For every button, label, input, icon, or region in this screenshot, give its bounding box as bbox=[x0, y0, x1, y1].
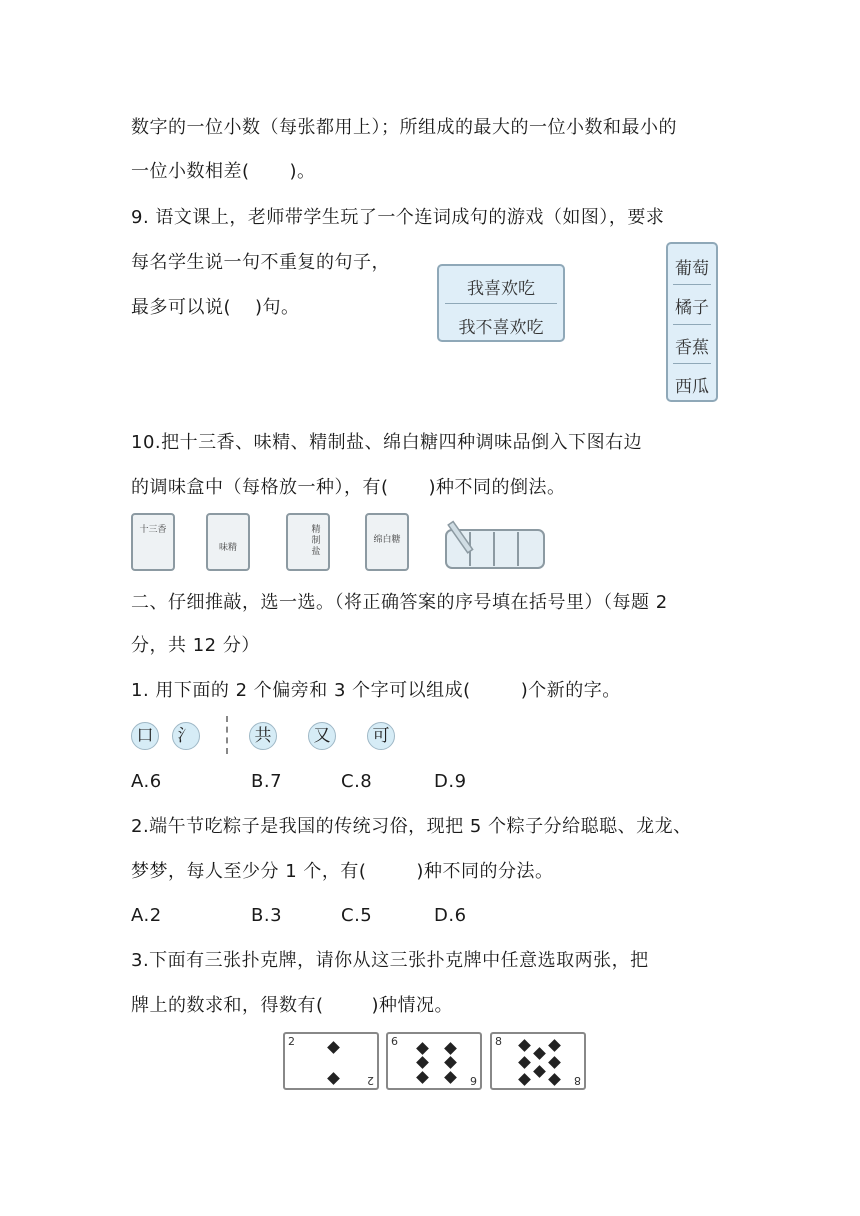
radical-circle: 口 bbox=[131, 722, 159, 750]
divider bbox=[445, 303, 557, 304]
text-fragment: )种情况。 bbox=[371, 995, 454, 1016]
text-line bbox=[131, 994, 453, 1018]
text-line bbox=[131, 476, 566, 500]
option-a[interactable]: A.6 bbox=[131, 771, 162, 792]
diamond-pip bbox=[327, 1041, 340, 1054]
card-number: 6 bbox=[470, 1074, 477, 1087]
section-heading: 二、仔细推敲，选一选。（将正确答案的序号填在括号里）（每题 2 bbox=[131, 592, 668, 613]
diamond-pip bbox=[416, 1056, 429, 1069]
playing-card bbox=[490, 1032, 586, 1090]
text-line: 数字的一位小数（每张都用上）；所组成的最大的一位小数和最小的 bbox=[131, 117, 677, 138]
card-number: 6 bbox=[391, 1035, 398, 1048]
question-9: 9. 语文课上，老师带学生玩了一个连词成句的游戏（如图），要求 bbox=[131, 207, 665, 228]
fruit: 西瓜 bbox=[675, 377, 709, 397]
packet-label: 十三香 bbox=[139, 525, 167, 535]
divider bbox=[673, 284, 711, 285]
option-b[interactable]: B.3 bbox=[251, 905, 283, 926]
seasoning-box bbox=[444, 518, 548, 572]
option-d[interactable]: D.6 bbox=[434, 905, 467, 926]
card-number: 2 bbox=[288, 1035, 295, 1048]
diamond-pip bbox=[548, 1073, 561, 1086]
text-line bbox=[131, 860, 553, 884]
divider bbox=[673, 324, 711, 325]
fruit: 香蕉 bbox=[675, 338, 709, 358]
seasoning-packet bbox=[286, 513, 330, 571]
text-fragment: 的调味盒中（每格放一种），有( bbox=[131, 477, 389, 498]
text-line: 分，共 12 分） bbox=[131, 635, 260, 656]
text-line: 每名学生说一句不重复的句子， bbox=[131, 252, 390, 273]
option-b[interactable]: B.7 bbox=[251, 771, 283, 792]
fruit: 葡萄 bbox=[675, 259, 709, 279]
divider bbox=[673, 363, 711, 364]
phrase: 我不喜欢吃 bbox=[458, 318, 544, 338]
fruit: 橘子 bbox=[675, 298, 709, 318]
seasoning-packet bbox=[365, 513, 409, 571]
phrase-card-left bbox=[437, 264, 565, 342]
diamond-pip bbox=[533, 1047, 546, 1060]
packet-label: 绵白糖 bbox=[373, 535, 401, 545]
diamond-pip bbox=[444, 1071, 457, 1084]
text-line bbox=[131, 160, 316, 184]
text-fragment: )句。 bbox=[255, 297, 300, 318]
diamond-pip bbox=[548, 1056, 561, 1069]
text-fragment: 最多可以说( bbox=[131, 297, 232, 318]
diamond-pip bbox=[416, 1042, 429, 1055]
option-c[interactable]: C.5 bbox=[341, 905, 373, 926]
text-fragment: 牌上的数求和，得数有( bbox=[131, 995, 324, 1016]
text-fragment: )种不同的倒法。 bbox=[428, 477, 566, 498]
diamond-pip bbox=[327, 1072, 340, 1085]
text-fragment: 1. 用下面的 2 个偏旁和 3 个字可以组成( bbox=[131, 680, 471, 701]
card-number: 8 bbox=[574, 1074, 581, 1087]
question-10: 10.把十三香、味精、精制盐、绵白糖四种调味品倒入下图右边 bbox=[131, 432, 643, 453]
diamond-pip bbox=[548, 1039, 561, 1052]
diamond-pip bbox=[444, 1056, 457, 1069]
choice-question-2: 2.端午节吃粽子是我国的传统习俗，现把 5 个粽子分给聪聪、龙龙、 bbox=[131, 816, 692, 837]
diamond-pip bbox=[518, 1073, 531, 1086]
phrase: 我喜欢吃 bbox=[467, 279, 535, 299]
packet-label: 味精 bbox=[218, 543, 237, 553]
text-fragment: )。 bbox=[289, 161, 316, 182]
character-circle: 共 bbox=[249, 722, 277, 750]
text-fragment: 梦梦，每人至少分 1 个，有( bbox=[131, 861, 367, 882]
card-number: 8 bbox=[495, 1035, 502, 1048]
text-fragment: )个新的字。 bbox=[520, 680, 621, 701]
text-fragment: 一位小数相差( bbox=[131, 161, 250, 182]
diamond-pip bbox=[518, 1039, 531, 1052]
text-line bbox=[131, 296, 300, 320]
text-fragment: )种不同的分法。 bbox=[416, 861, 554, 882]
option-a[interactable]: A.2 bbox=[131, 905, 162, 926]
card-number: 2 bbox=[367, 1074, 374, 1087]
choice-question-3: 3.下面有三张扑克牌，请你从这三张扑克牌中任意选取两张，把 bbox=[131, 950, 649, 971]
seasoning-packet bbox=[131, 513, 175, 571]
seasoning-packet bbox=[206, 513, 250, 571]
diamond-pip bbox=[533, 1065, 546, 1078]
divider bbox=[226, 716, 228, 754]
diamond-pip bbox=[518, 1056, 531, 1069]
packet-label: 精制盐 bbox=[311, 525, 321, 557]
diamond-pip bbox=[444, 1042, 457, 1055]
diamond-pip bbox=[416, 1071, 429, 1084]
option-d[interactable]: D.9 bbox=[434, 771, 467, 792]
playing-card bbox=[283, 1032, 379, 1090]
choice-question-1 bbox=[131, 679, 621, 703]
character-circle: 可 bbox=[367, 722, 395, 750]
fruit-card bbox=[666, 242, 718, 402]
playing-card bbox=[386, 1032, 482, 1090]
character-circle: 又 bbox=[308, 722, 336, 750]
option-c[interactable]: C.8 bbox=[341, 771, 373, 792]
radical-circle: 氵 bbox=[172, 722, 200, 750]
